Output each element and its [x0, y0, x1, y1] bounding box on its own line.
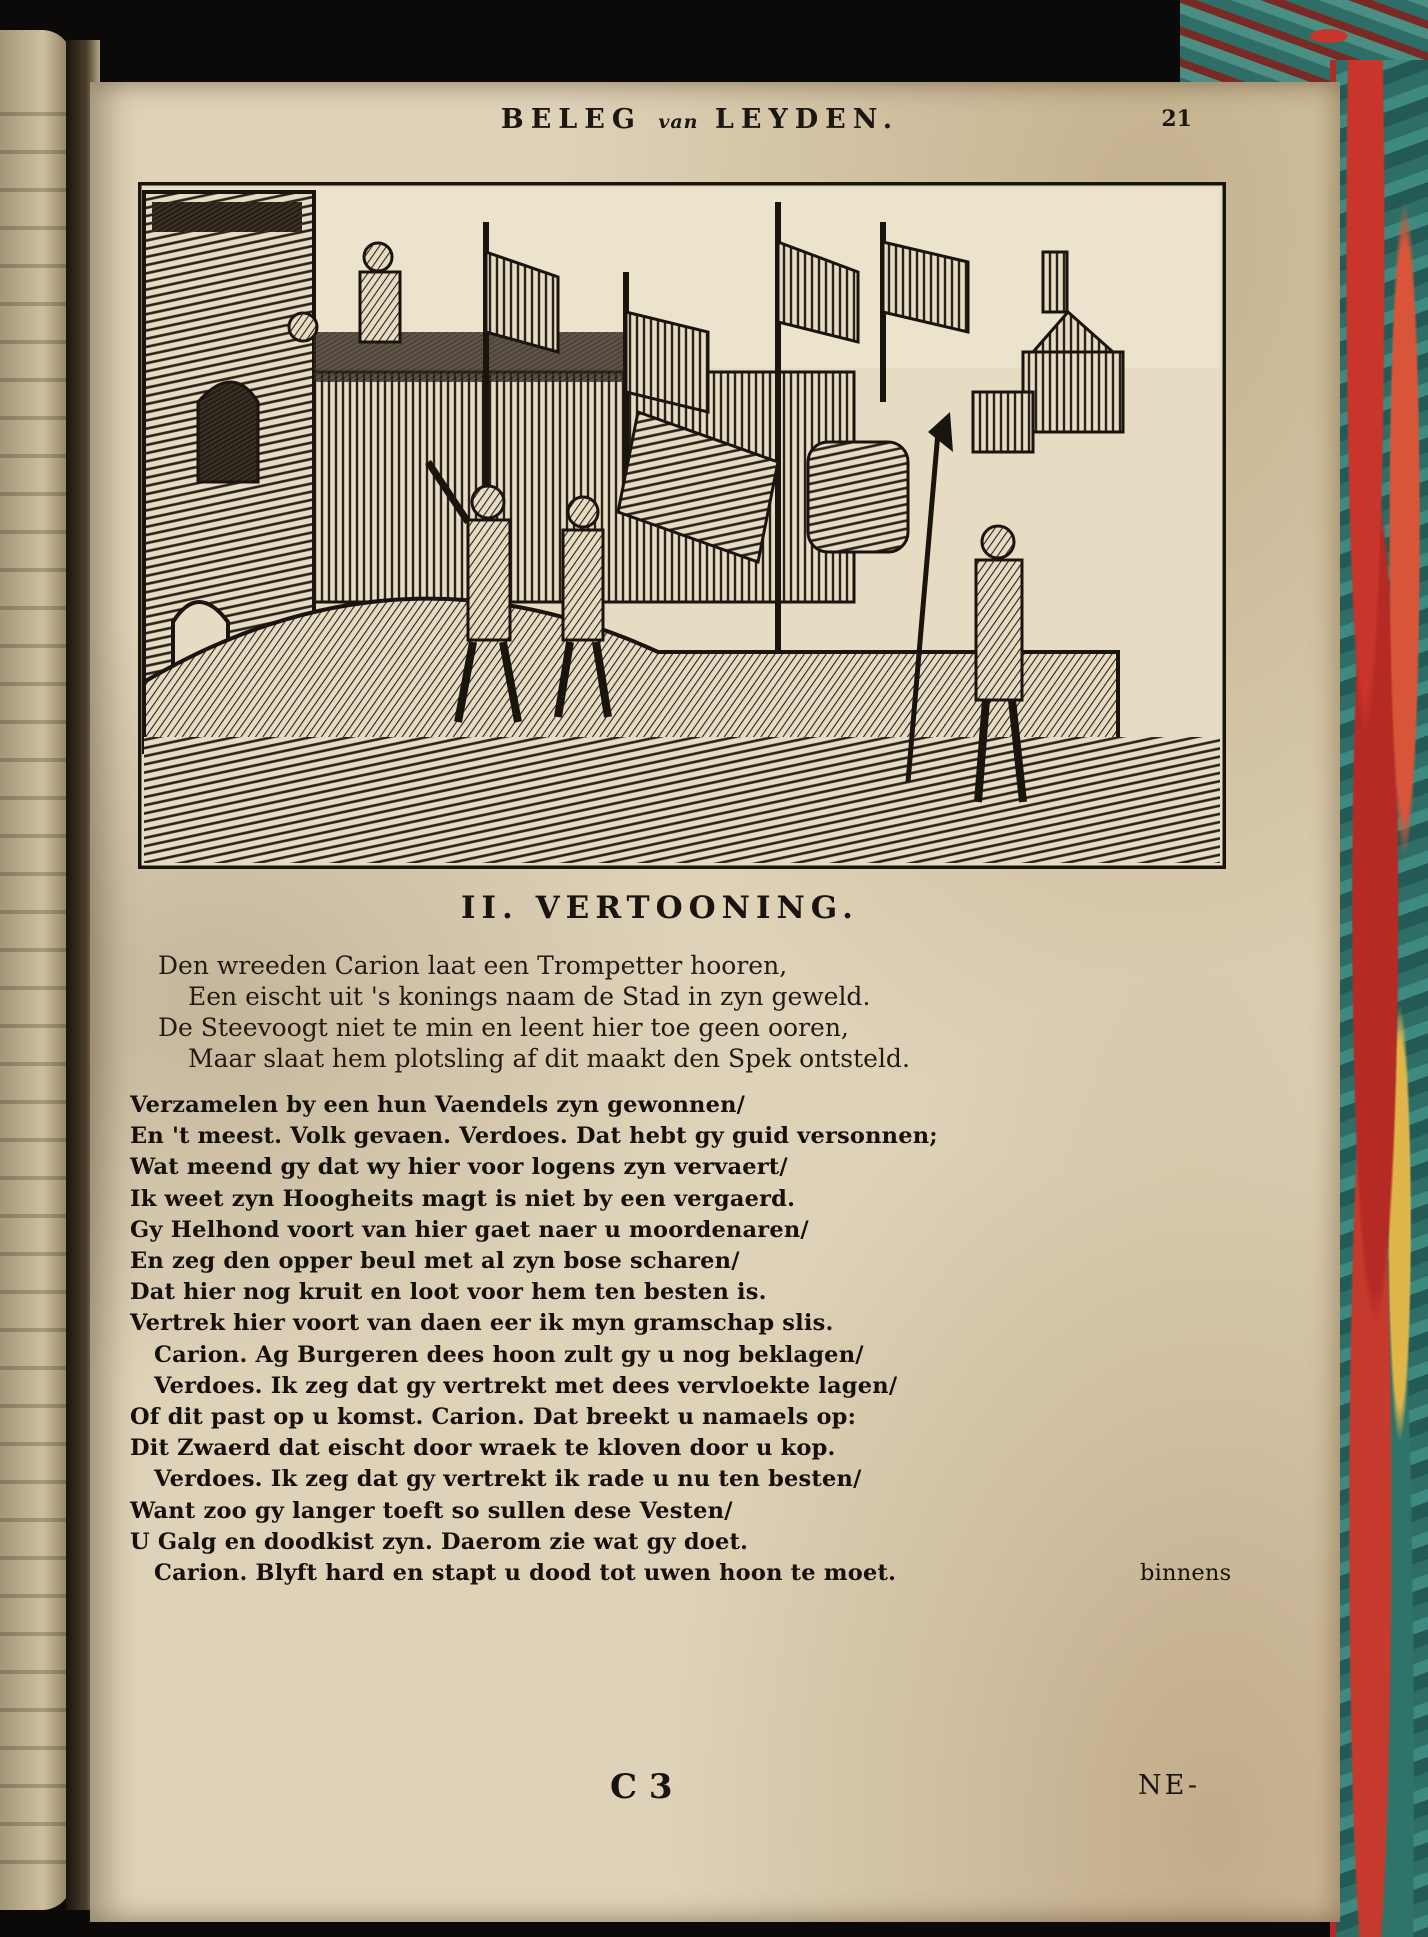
- woodcut-illustration: [138, 182, 1226, 869]
- facing-page-edge: [0, 30, 72, 1910]
- dialogue-line: Of dit past op u komst. Carion. Dat breekt u namaels op:: [130, 1404, 857, 1431]
- dialogue-line: Gy Helhond voort van hier gaet naer u moordenaren/: [130, 1216, 809, 1243]
- facing-page-text: [0, 90, 66, 1890]
- dialogue-line: Wat meend gy dat wy hier voor logens zyn vervaert/: [130, 1154, 788, 1181]
- verse-line: De Steevoogt niet te min en leent hier toe geen ooren,: [158, 1013, 849, 1042]
- scene-caption: II. VERTOONING.: [461, 890, 859, 926]
- verse-line: Maar slaat hem plotsling af dit maakt den Spek ontsteld.: [188, 1044, 910, 1073]
- dialogue-line: Verdoes. Ik zeg dat gy vertrekt ik rade u nu ten besten/: [154, 1466, 862, 1493]
- page-number: 21: [1161, 106, 1192, 132]
- verse-line: Een eischt uit 's konings naam de Stad in zyn geweld.: [188, 982, 871, 1011]
- dialogue-line: Carion. Ag Burgeren dees hoon zult gy u nog beklagen/: [154, 1341, 864, 1368]
- line-catchword: binnens: [1140, 1560, 1232, 1587]
- running-head: [380, 104, 1020, 135]
- dialogue-line: U Galg en doodkist zyn. Daerom zie wat gy doet.: [130, 1528, 749, 1555]
- dialogue-block: [130, 1090, 1250, 1589]
- dialogue-line: Vertrek hier voort van daen eer ik myn gramschap slis.: [130, 1310, 834, 1337]
- dialogue-line: [130, 1558, 1250, 1589]
- dialogue-line: Ik weet zyn Hoogheits magt is niet by een vergaerd.: [130, 1185, 796, 1212]
- signature-mark: C 3: [610, 1767, 673, 1807]
- dialogue-line: Want zoo gy langer toeft so sullen dese Vesten/: [130, 1497, 733, 1524]
- dialogue-line: Dit Zwaerd dat eischt door wraek te kloven door u kop.: [130, 1435, 836, 1462]
- catchword: NE-: [1138, 1770, 1200, 1801]
- dialogue-line: Verzamelen by een hun Vaendels zyn gewonnen/: [130, 1092, 746, 1118]
- dialogue-line: Verdoes. Ik zeg dat gy vertrekt met dees vervloekte lagen/: [154, 1372, 898, 1399]
- verse-block: [158, 950, 1218, 1074]
- dialogue-line-text: Carion. Blyft hard en stapt u dood tot uwen hoon te moet.: [154, 1560, 897, 1587]
- dialogue-line: En 't meest. Volk gevaen. Verdoes. Dat hebt gy guid versonnen;: [130, 1123, 938, 1150]
- marbled-cover: [1330, 60, 1428, 1937]
- running-head-title-1: BELEG: [500, 104, 642, 135]
- dialogue-line: Dat hier nog kruit en loot voor hem ten besten is.: [130, 1279, 767, 1306]
- verse-line: Den wreeden Carion laat een Trompetter hooren,: [158, 951, 788, 980]
- book-page: [90, 82, 1340, 1922]
- dialogue-line: En zeg den opper beul met al zyn bose scharen/: [130, 1248, 740, 1275]
- running-head-title-2: LEYDEN.: [714, 104, 900, 135]
- running-head-van: van: [658, 111, 699, 133]
